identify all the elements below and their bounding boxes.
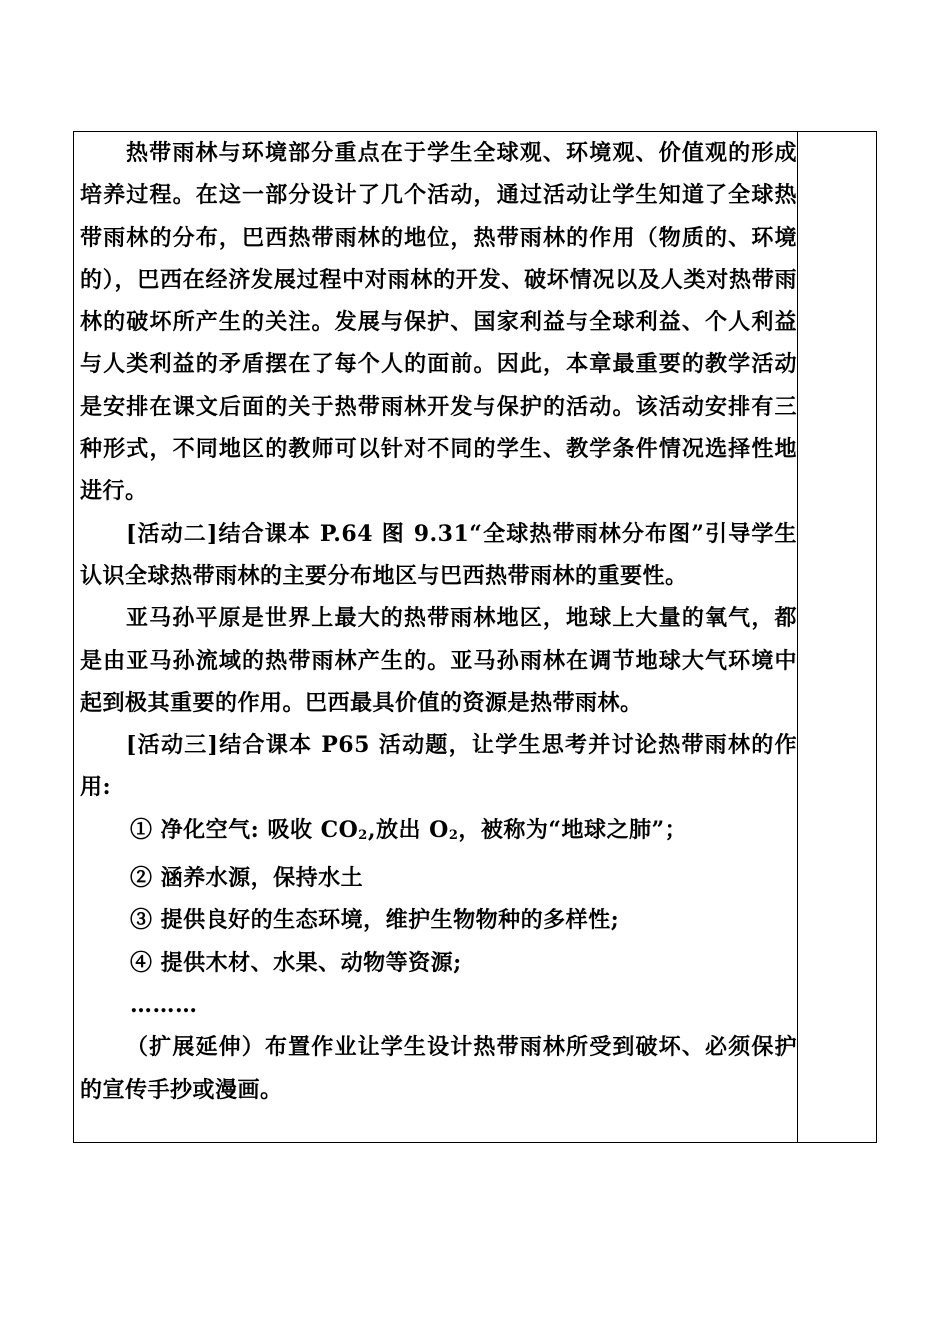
document-table — [73, 131, 877, 1143]
content-body — [80, 132, 797, 1111]
list-item-water-conservation: ② 涵养水源，保持水土 — [130, 865, 364, 892]
list-item-purify-air: ① 净化空气: 吸收 $CO_2$,放出 $O_2$，被称为“地球之肺”； — [130, 816, 688, 843]
paragraph-activity-two: [活动二]结合课本 P.64 图 9.31“全球热带雨林分布图”引导学生认识全球热带雨林的主要分布地区与巴西热带雨林的重要性。 — [80, 520, 797, 589]
list-item-resources: ④ 提供木材、水果、动物等资源; — [130, 949, 462, 976]
content-cell — [74, 132, 798, 1142]
list-ellipsis: ……… — [130, 991, 198, 1018]
paragraph-activity-three: [活动三]结合课本 P65 活动题，让学生思考并讨论热带雨林的作用: — [80, 732, 797, 801]
paragraph-amazon: 亚马孙平原是世界上最大的热带雨林地区，地球上大量的氧气，都是由亚马孙流域的热带雨林产生的。亚马孙雨林在调节地球大气环境中起到极其重要的作用。巴西最具价值的资源是热带雨林。 — [80, 605, 797, 716]
list-item-ecology: ③ 提供良好的生态环境，维护生物物种的多样性; — [130, 907, 620, 934]
paragraph-intro: 热带雨林与环境部分重点在于学生全球观、环境观、价值观的形成培养过程。在这一部分设计了几个活动，通过活动让学生知道了全球热带雨林的分布，巴西热带雨林的地位，热带雨林的作用（物质的、环境的），巴西在经济发展过程中对雨林的开发、破坏情况以及人类对热带雨林的破坏所产生的关注。发展与保护、国家利益与全球利益、个人利益与人类利益的矛盾摆在了每个人的面前。因此，本章最重要的教学活动是安排在课文后面的关于热带雨林开发与保护的活动。该活动安排有三种形式，不同地区的教师可以针对不同的学生、教学条件情况选择性地进行。 — [80, 140, 797, 505]
paragraph-extension: （扩展延伸）布置作业让学生设计热带雨林所受到破坏、必须保护的宣传手抄或漫画。 — [80, 1034, 797, 1103]
side-cell — [798, 132, 876, 1142]
